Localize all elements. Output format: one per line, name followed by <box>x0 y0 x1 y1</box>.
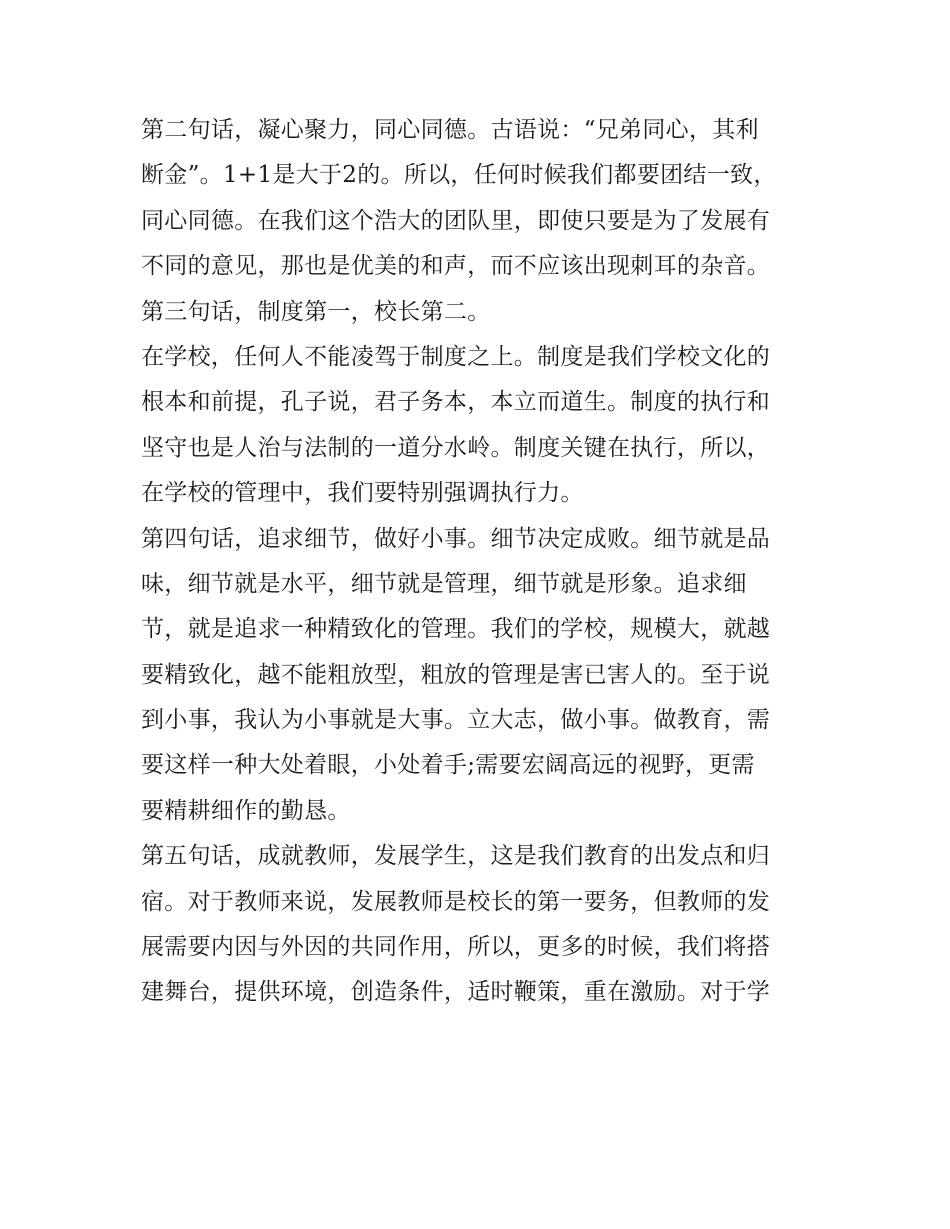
text-line: 要精致化，越不能粗放型，粗放的管理是害已害人的。至于说 <box>141 661 771 688</box>
text-line: 宿。对于教师来说，发展教师是校长的第一要务，但教师的发 <box>141 888 771 915</box>
text-line: 节，就是追求一种精致化的管理。我们的学校，规模大，就越 <box>141 616 771 643</box>
text-line: 展需要内因与外因的共同作用，所以，更多的时候，我们将搭 <box>141 934 771 961</box>
text-line: 在学校，任何人不能凌驾于制度之上。制度是我们学校文化的 <box>141 343 771 370</box>
text-line: 建舞台，提供环境，创造条件，适时鞭策，重在激励。对于学 <box>141 979 771 1006</box>
text-line: 第四句话，追求细节，做好小事。细节决定成败。细节就是品 <box>141 525 771 552</box>
text-line: 要这样一种大处着眼，小处着手;需要宏阔高远的视野，更需 <box>141 752 755 779</box>
document-body <box>141 108 821 1016</box>
text-line: 味，细节就是水平，细节就是管理，细节就是形象。追求细 <box>141 570 747 597</box>
text-line: 第五句话，成就教师，发展学生，这是我们教育的出发点和归 <box>141 843 771 870</box>
text-line: 根本和前提，孔子说，君子务本，本立而道生。制度的执行和 <box>141 389 771 416</box>
text-line: 第三句话，制度第一，校长第二。 <box>141 298 491 325</box>
text-line: 在学校的管理中，我们要特别强调执行力。 <box>141 480 584 507</box>
text-line: 要精耕细作的勤恳。 <box>141 797 351 824</box>
text-line: 到小事，我认为小事就是大事。立大志，做小事。做教育，需 <box>141 707 771 734</box>
text-line: 断金”。1+1是大于2的。所以，任何时候我们都要团结一致， <box>141 162 777 189</box>
text-line: 坚守也是人治与法制的一道分水岭。制度关键在执行，所以， <box>141 434 771 461</box>
text-line: 第二句话，凝心聚力，同心同德。古语说：“兄弟同心，其利 <box>141 117 759 143</box>
text-line: 不同的意见，那也是优美的和声，而不应该出现刺耳的杂音。 <box>141 253 771 280</box>
text-line: 同心同德。在我们这个浩大的团队里，即使只要是为了发展有 <box>141 207 771 234</box>
